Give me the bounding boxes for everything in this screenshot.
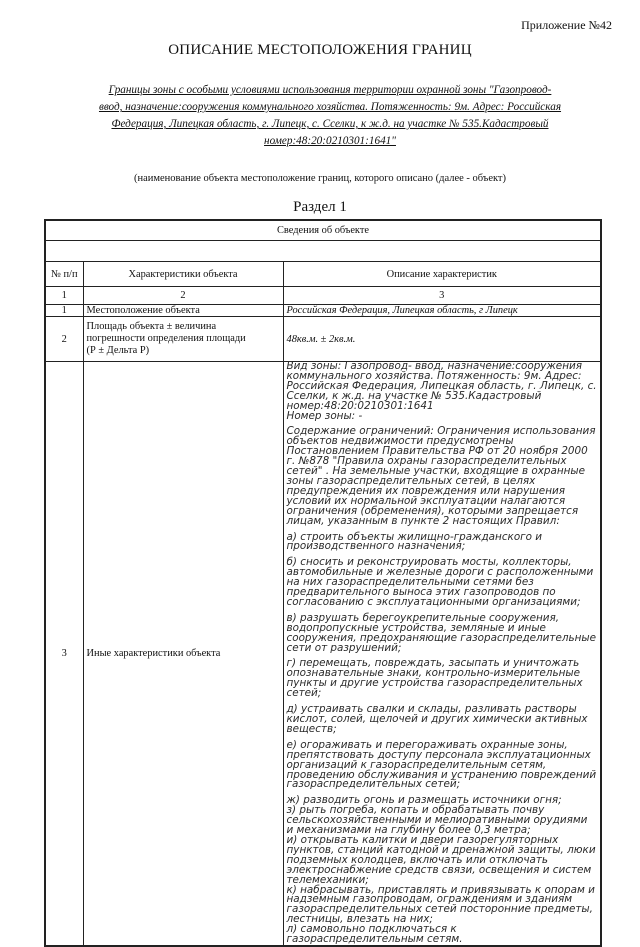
row-number: 1	[45, 305, 83, 317]
restriction-item: и) открывать калитки и двери газорегуляторных пунктов, станций катодной и дренажной защиты, люки подземных колодцев, включать или отключать электроснабжение средств связи, освещения и систем телемеханики;	[286, 833, 596, 886]
zone-description-line: ввод, назначение:сооружения коммунального хозяйства. Потяженность: 9м. Адрес: Российская	[98, 101, 562, 113]
zone-type-text: Вид зоны: Газопровод- ввод, назначение:сооружения коммунального хозяйства. Потяженность: 9м. Адрес: Российская Федерация, Липецкая область, г. Липецк, с. Сселки, к ж.д. на участке № 535.Кадастровый номер:48:20:0210301:1641	[286, 360, 597, 412]
restriction-item: д) устраивать свалки и склады, разливать растворы кислот, солей, щелочей и других химически активных веществ;	[286, 703, 588, 735]
restriction-item: з) рыть погреба, копать и обрабатывать почву сельскохозяйственными и мелиоративными орудиями и механизмами на глубину более 0,3 метра;	[286, 804, 588, 837]
column-header-description: Описание характеристик	[283, 262, 601, 287]
row-label-line: погрешности определения площади	[86, 333, 246, 344]
row-value: 48кв.м. ± 2кв.м.	[283, 317, 601, 362]
restriction-item: к) набрасывать, приставлять и привязывать к опорам и надземным газопроводам, ограждениям и зданиям газораспределительных сетей посторонние предметы, лестницы, влезать на них;	[286, 883, 595, 926]
table-row	[45, 362, 601, 946]
column-header-number: № п/п	[45, 262, 83, 287]
row-number: 2	[45, 317, 83, 362]
restriction-item: а) строить объекты жилищно-гражданского и производственного назначения;	[286, 530, 543, 553]
section-title: Раздел 1	[293, 199, 347, 215]
document-title: ОПИСАНИЕ МЕСТОПОЛОЖЕНИЯ ГРАНИЦ	[168, 42, 472, 58]
object-info-table	[44, 219, 602, 947]
restriction-item: б) сносить и реконструировать мосты, коллекторы, автомобильные и железные дороги с расположенными на них газораспределительными сетями без предварительного выноса этих газопроводов по согласованию с эксплуатационными организациями;	[286, 556, 594, 608]
appendix-number: Приложение №42	[521, 18, 612, 32]
row-number: 3	[45, 362, 83, 946]
restrictions-detail	[283, 362, 601, 946]
zone-description-line: Границы зоны с особыми условиями использования территории охранной зоны "Газопровод-	[108, 84, 552, 96]
restriction-item: е) огораживать и перегораживать охранные зоны, препятствовать доступу персонала эксплуатационных организаций к газораспределительным сетям, проведению обслуживания и устранению повреждений газораспределительных сетей;	[286, 738, 597, 791]
row-label: Местоположение объекта	[83, 305, 283, 317]
restriction-item: ж) разводить огонь и размещать источники огня;	[286, 794, 562, 807]
column-number: 3	[283, 287, 601, 305]
table-title: Сведения об объекте	[45, 220, 601, 241]
row-value: Российская Федерация, Липецкая область, г Липецк	[283, 305, 601, 317]
row-label-line: Площадь объекта ± величина	[86, 321, 217, 332]
table-row	[45, 317, 601, 362]
zone-description-line: номер:48:20:0210301:1641"	[264, 135, 396, 147]
restriction-item: г) перемещать, повреждать, засыпать и уничтожать опознавательные знаки, контрольно-измерительные пункты и другие устройства газораспределительных сетей;	[286, 657, 583, 700]
zone-description	[52, 82, 608, 150]
object-caption: (наименование объекта местоположение границ, которого описано (далее - объект)	[133, 173, 507, 184]
restriction-item: в) разрушать берегоукрепительные сооружения, водопропускные устройства, земляные и иные сооружения, предохраняющие газораспределительные сети от разрушений;	[286, 611, 597, 654]
restriction-item: л) самовольно подключаться к газораспределительным сетям.	[286, 923, 463, 946]
column-number: 1	[45, 287, 83, 305]
restrictions-text: Содержание ограничений: Ограничения использования объектов недвижимости предусмотрены Постановлением Правительства РФ от 20 ноября 2000 г. №878 "Правила охраны газораспределительных сетей" . На земельные участки, входящие в охранные зоны газораспределительных сетей, в целях предупреждения их повреждения или нарушения условий их нормальной эксплуатации налагаются ограничения (обременения), которыми запрещается лицам, указанным в пункте 2 настоящих Правил:	[286, 425, 596, 527]
row-label: Иные характеристики объекта	[83, 362, 283, 946]
column-header-characteristic: Характеристики объекта	[83, 262, 283, 287]
row-label	[83, 317, 283, 362]
zone-description-line: Федерация, Липецкая область, г. Липецк, с. Сселки, к ж.д. на участке № 535.Кадастровый	[111, 118, 549, 130]
column-number: 2	[83, 287, 283, 305]
zone-number-text: Номер зоны: -	[286, 409, 363, 422]
table-empty-row	[45, 241, 601, 262]
row-label-line: (Р ± Дельта Р)	[86, 345, 150, 356]
table-row	[45, 305, 601, 317]
